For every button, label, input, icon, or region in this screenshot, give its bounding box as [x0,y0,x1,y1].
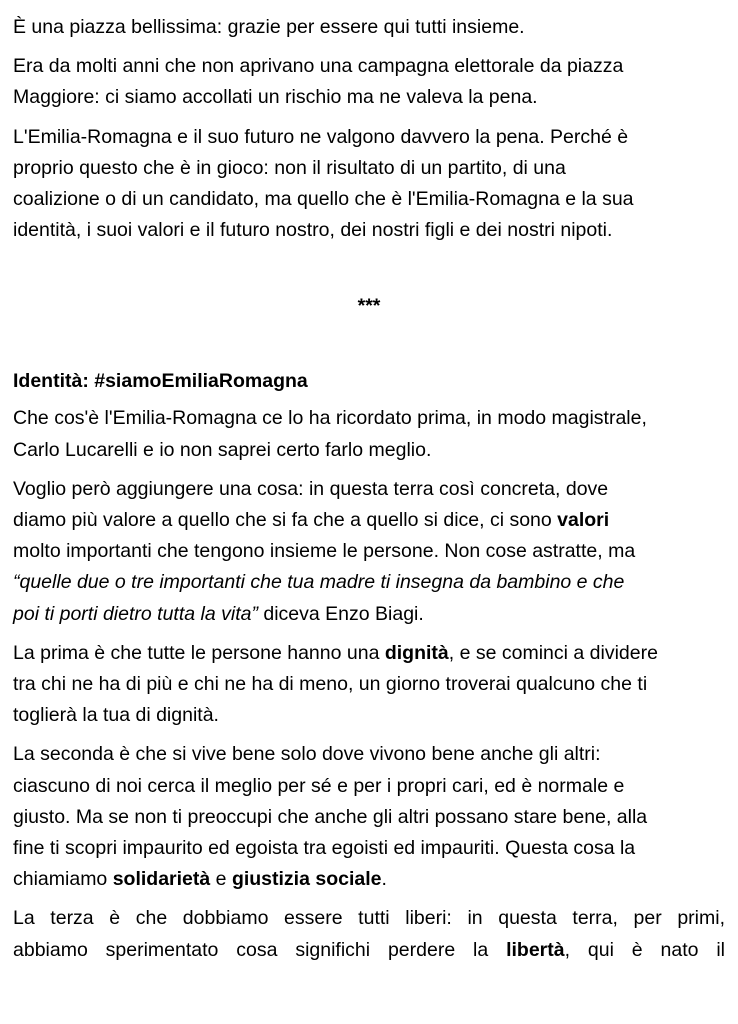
paragraph-5-line-1: Voglio però aggiungere una cosa: in questa terra così concreta, dove [13,477,609,500]
section-separator: *** [357,295,381,318]
section-heading: Identità: #siamoEmiliaRomagna [13,370,308,393]
paragraph-2-line-1: Era da molti anni che non aprivano una campagna elettorale da piazza [13,55,624,78]
paragraph-7-line-5a: chiamiamo [13,868,113,891]
paragraph-7-line-5e: . [381,868,387,891]
paragraph-2 [13,51,725,113]
quote-line-2: poi ti porti dietro tutta la vita” [13,602,258,625]
paragraph-1 [13,12,725,43]
bold-valori: valori [557,509,610,532]
paragraph-4-line-2: Carlo Lucarelli e io non saprei certo farlo meglio. [13,438,432,461]
paragraph-2-line-2: Maggiore: ci siamo accollati un rischio ma ne valeva la pena. [13,86,538,109]
paragraph-6-line-2: tra chi ne ha di più e chi ne ha di meno, un giorno troverai qualcuno che ti [13,673,648,696]
bold-dignita: dignità [384,641,449,664]
bold-liberta: libertà [506,938,565,961]
quote-attribution: diceva Enzo Biagi. [257,602,424,625]
document-page [13,12,725,974]
paragraph-7-line-3: giusto. Ma se non ti preoccupi che anche gli altri possano stare bene, alla [13,805,648,828]
paragraph-7-line-4: fine ti scopri impaurito ed egoista tra egoisti ed impauriti. Questa cosa la [13,837,636,860]
paragraph-8-line-1: La terza è che dobbiamo essere tutti liberi: in questa terra, per primi, [13,907,725,930]
paragraph-3 [13,122,725,247]
bold-solidarieta: solidarietà [112,868,211,891]
paragraph-6-line-1a: La prima è che tutte le persone hanno una [13,641,385,664]
paragraph-7 [13,739,725,895]
bold-giustizia-sociale: giustizia sociale [231,868,382,891]
paragraph-5-line-3: molto importanti che tengono insieme le persone. Non cose astratte, ma [13,540,636,563]
paragraph-3-line-1: L'Emilia-Romagna e il suo futuro ne valgono davvero la pena. Perché è [13,125,629,148]
paragraph-8-line-2a: abbiamo sperimentato cosa significhi perdere la [13,938,507,961]
paragraph-5 [13,474,725,630]
paragraph-8-line-2c: , qui è nato il [564,938,725,961]
paragraph-4-line-1: Che cos'è l'Emilia-Romagna ce lo ha ricordato prima, in modo magistrale, [13,407,647,430]
paragraph-6-line-1c: , e se cominci a dividere [448,641,658,664]
paragraph-8 [13,903,725,965]
quote-line-1: “quelle due o tre importanti che tua madre ti insegna da bambino e che [13,571,625,594]
paragraph-6-line-3: toglierà la tua di dignità. [13,704,219,727]
paragraph-6 [13,638,725,732]
paragraph-7-line-2: ciascuno di noi cerca il meglio per sé e per i propri cari, ed è normale e [13,774,625,797]
paragraph-7-line-1: La seconda è che si vive bene solo dove vivono bene anche gli altri: [13,743,601,766]
paragraph-4 [13,403,725,465]
paragraph-7-line-5c: e [210,868,232,891]
paragraph-3-line-2: proprio questo che è in gioco: non il risultato di un partito, di una [13,156,566,179]
paragraph-5-line-2: diamo più valore a quello che si fa che a quello si dice, ci sono [13,509,558,532]
paragraph-3-line-4: identità, i suoi valori e il futuro nostro, dei nostri figli e dei nostri nipoti. [13,219,613,242]
paragraph-3-line-3: coalizione o di un candidato, ma quello che è l'Emilia-Romagna e la sua [13,188,634,211]
paragraph-1-text: È una piazza bellissima: grazie per essere qui tutti insieme. [13,16,525,38]
